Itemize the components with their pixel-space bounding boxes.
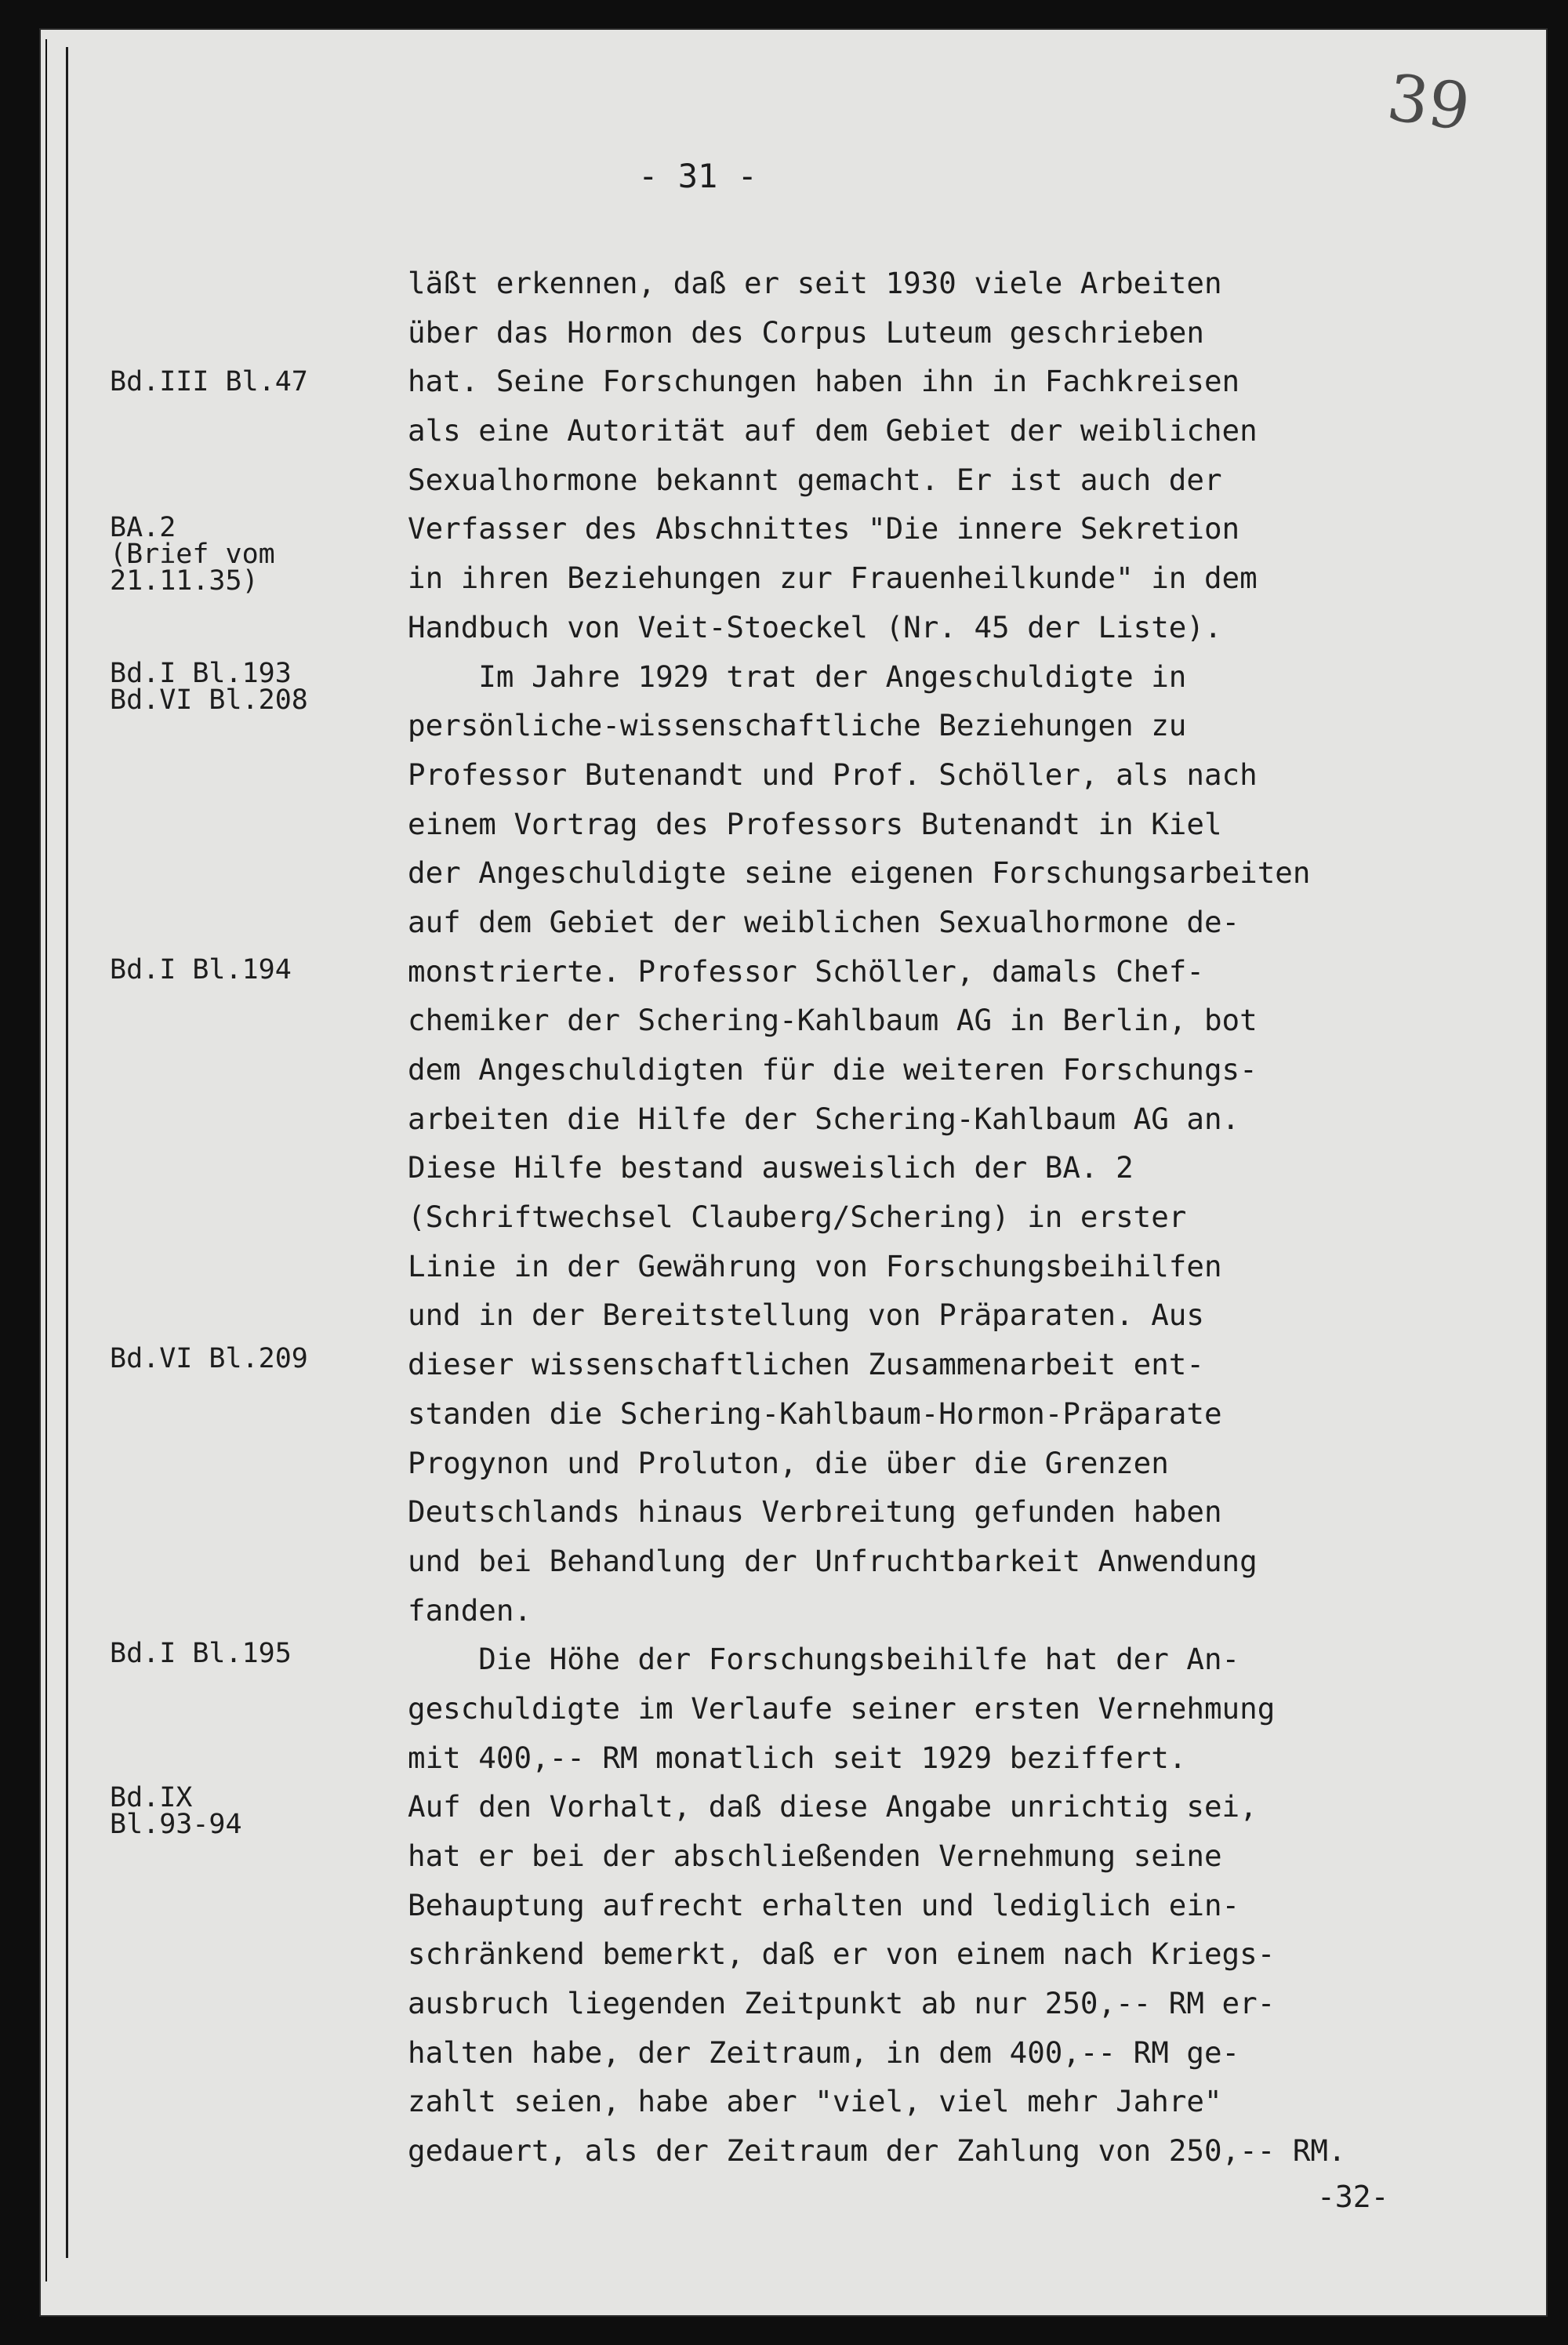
body-line: hat er bei der abschließenden Vernehmung seine (408, 1839, 1222, 1873)
body-line: Diese Hilfe bestand ausweislich der BA. 2 (408, 1150, 1134, 1185)
body-line: Die Höhe der Forschungsbeihilfe hat der An- (408, 1642, 1240, 1677)
body-line: chemiker der Schering-Kahlbaum AG in Berlin, bot (408, 1003, 1258, 1038)
body-line: Im Jahre 1929 trat der Angeschuldigte in (408, 659, 1187, 694)
body-line: auf dem Gebiet der weiblichen Sexualhormone de- (408, 904, 1240, 939)
body-line: ausbruch liegenden Zeitpunkt ab nur 250,-- RM er- (408, 1986, 1276, 2021)
body-line: standen die Schering-Kahlbaum-Hormon-Präparate (408, 1396, 1222, 1431)
body-line: geschuldigte im Verlaufe seiner ersten Vernehmung (408, 1690, 1276, 1726)
body-line: über das Hormon des Corpus Luteum geschrieben (408, 314, 1204, 350)
next-page-marker: -32- (1317, 2180, 1389, 2214)
body-line: Linie in der Gewährung von Forschungsbeihilfen (408, 1248, 1222, 1283)
body-line: Auf den Vorhalt, daß diese Angabe unrichtig sei, (408, 1789, 1258, 1824)
body-line: Handbuch von Veit-Stoeckel (Nr. 45 der Liste). (408, 609, 1222, 644)
body-line: Verfasser des Abschnittes "Die innere Sekretion (408, 511, 1240, 546)
body-line: Deutschlands hinaus Verbreitung gefunden haben (408, 1494, 1222, 1530)
body-line: persönliche-wissenschaftliche Beziehungen zu (408, 708, 1187, 743)
body-line: halten habe, der Zeitraum, in dem 400,-- RM ge- (408, 2035, 1240, 2070)
body-line: arbeiten die Hilfe der Schering-Kahlbaum AG an. (408, 1101, 1240, 1136)
body-line: schränkend bemerkt, daß er von einem nach Kriegs- (408, 1937, 1276, 1972)
margin-reference: BA.2 (Brief vom 21.11.35) (110, 512, 275, 597)
body-line: läßt erkennen, daß er seit 1930 viele Arbeiten (408, 266, 1222, 300)
body-text (408, 259, 1490, 2176)
body-line: in ihren Beziehungen zur Frauenheilkunde" in dem (408, 561, 1258, 596)
body-line: Professor Butenandt und Prof. Schöller, als nach (408, 757, 1258, 792)
body-line: dem Angeschuldigten für die weiteren Forschungs- (408, 1052, 1258, 1087)
handwritten-folio-annotation: 39 (1382, 60, 1475, 146)
page-number: - 31 - (638, 157, 757, 195)
margin-reference: Bd.I Bl.194 (110, 954, 292, 986)
margin-reference: Bd.III Bl.47 (110, 366, 308, 397)
margin-reference: Bd.VI Bl.209 (110, 1343, 308, 1374)
body-line: zahlt seien, habe aber "viel, viel mehr Jahre" (408, 2084, 1222, 2119)
body-line: fanden. (408, 1592, 532, 1628)
body-line: Progynon und Proluton, die über die Grenzen (408, 1445, 1169, 1480)
body-line: monstrierte. Professor Schöller, damals Chef- (408, 953, 1204, 989)
margin-reference: Bd.IX Bl.93-94 (110, 1782, 242, 1840)
body-line: und in der Bereitstellung von Präparaten. Aus (408, 1298, 1204, 1333)
body-line: der Angeschuldigte seine eigenen Forschungsarbeiten (408, 855, 1311, 891)
body-line: und bei Behandlung der Unfruchtbarkeit Anwendung (408, 1543, 1258, 1578)
body-line: mit 400,-- RM monatlich seit 1929 beziffert. (408, 1740, 1187, 1775)
body-line: Sexualhormone bekannt gemacht. Er ist auch der (408, 462, 1222, 497)
body-line: einem Vortrag des Professors Butenandt in Kiel (408, 806, 1222, 841)
body-line: Behauptung aufrecht erhalten und lediglich ein- (408, 1887, 1240, 1922)
body-line: (Schriftwechsel Clauberg/Schering) in erster (408, 1200, 1187, 1235)
body-line: als eine Autorität auf dem Gebiet der weiblichen (408, 413, 1258, 448)
margin-reference: Bd.I Bl.195 (110, 1638, 292, 1669)
body-line: gedauert, als der Zeitraum der Zahlung von 250,-- RM. (408, 2133, 1346, 2169)
body-line: hat. Seine Forschungen haben ihn in Fachkreisen (408, 364, 1240, 399)
body-line: dieser wissenschaftlichen Zusammenarbeit ent- (408, 1347, 1204, 1382)
margin-reference: Bd.I Bl.193 Bd.VI Bl.208 (110, 658, 308, 716)
